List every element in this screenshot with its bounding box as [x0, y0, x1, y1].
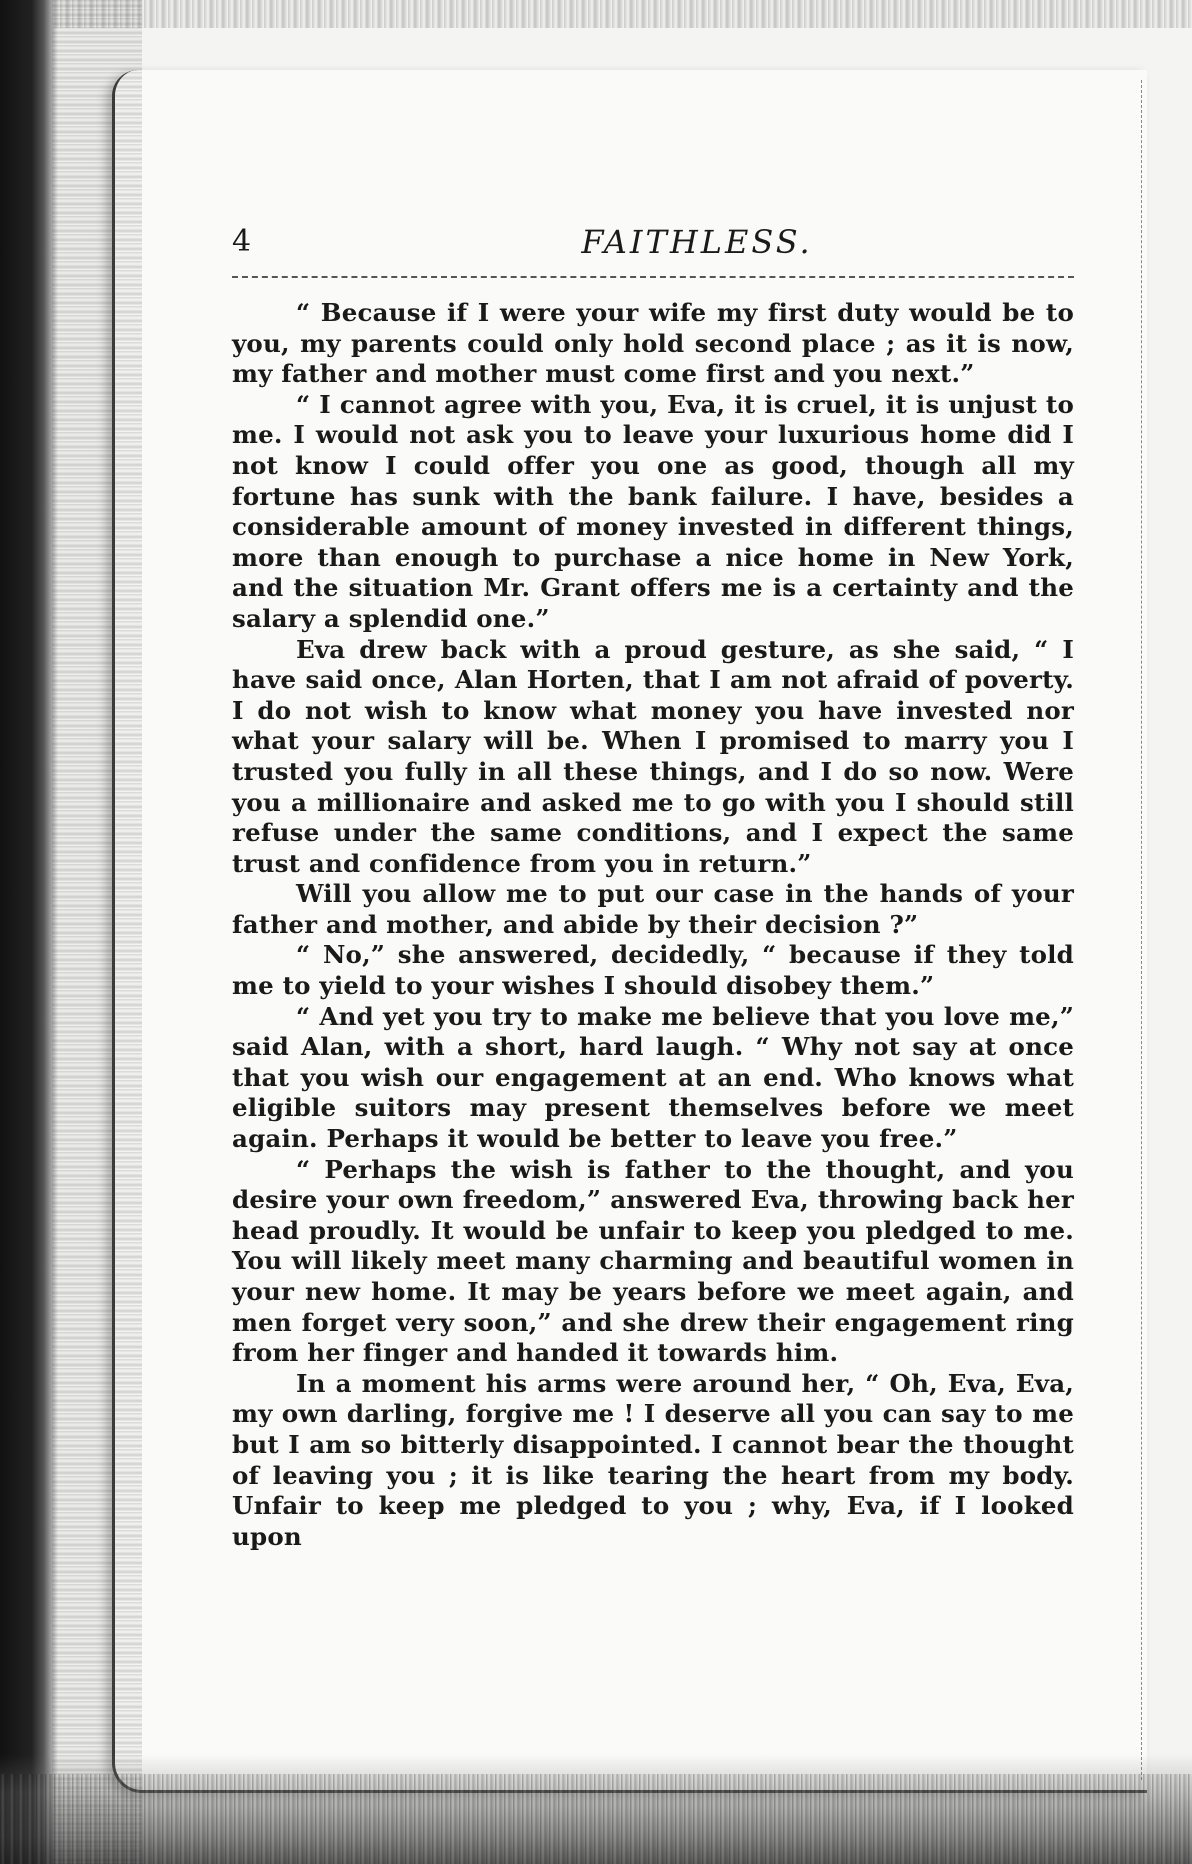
page-header: [232, 222, 1072, 262]
page-number: 4: [232, 224, 252, 259]
scan-noise-left: [52, 0, 142, 1864]
body-text: [232, 298, 1074, 1552]
paragraph: “ No,” she answered, decidedly, “ because if they told me to yield to your wishes I should disobey them.”: [232, 940, 1074, 1001]
scan-shadow-top: [0, 0, 1192, 28]
paragraph: Eva drew back with a proud gesture, as she said, “ I have said once, Alan Horten, that I am not afraid of poverty. I do not wish to know what money you have invested nor what your salary will be. When I promised to marry you I trusted you fully in all these things, and I do so now. Were you a millionaire and asked me to go with you I should still refuse under the same conditions, and I expect the same trust and confidence from you in return.”: [232, 634, 1074, 878]
paragraph: In a moment his arms were around her, “ Oh, Eva, Eva, my own darling, forgive me ! I deserve all you can say to me but I am so bitterly disappointed. I cannot bear the thought of leaving you ; it is like tearing the heart from my body. Unfair to keep me pledged to you ; why, Eva, if I looked upon: [232, 1368, 1074, 1551]
paragraph: “ Because if I were your wife my first duty would be to you, my parents could only hold second place ; as it is now, my father and mother must come first and you next.”: [232, 298, 1074, 389]
paragraph: “ And yet you try to make me believe that you love me,” said Alan, with a short, hard laugh. “ Why not say at once that you wish our engagement at an end. Who knows what eligible suitors may present themselves before we meet again. Perhaps it would be better to leave you free.”: [232, 1001, 1074, 1154]
scan-shadow-left: [0, 0, 58, 1864]
paragraph: “ I cannot agree with you, Eva, it is cruel, it is unjust to me. I would not ask you to leave your luxurious home did I not know I could offer you one as good, though all my fortune has sunk with the bank failure. I have, besides a considerable amount of money invested in different things, more than enough to purchase a nice home in New York, and the situation Mr. Grant offers me is a certainty and the salary a splendid one.”: [232, 389, 1074, 633]
running-title: FAITHLESS.: [581, 223, 813, 261]
page-edge-right: [1141, 80, 1143, 1780]
scan-noise-bottom: [0, 1774, 1192, 1864]
header-rule: [232, 276, 1074, 278]
paragraph: Will you allow me to put our case in the hands of your father and mother, and abide by their decision ?”: [232, 879, 1074, 939]
paragraph: “ Perhaps the wish is father to the thought, and you desire your own freedom,” answered Eva, throwing back her head proudly. It would be unfair to keep you pledged to me. You will likely meet many charming and beautiful women in your new home. It may be years before we meet again, and men forget very soon,” and she drew their engagement ring from her finger and handed it towards him.: [232, 1154, 1074, 1368]
